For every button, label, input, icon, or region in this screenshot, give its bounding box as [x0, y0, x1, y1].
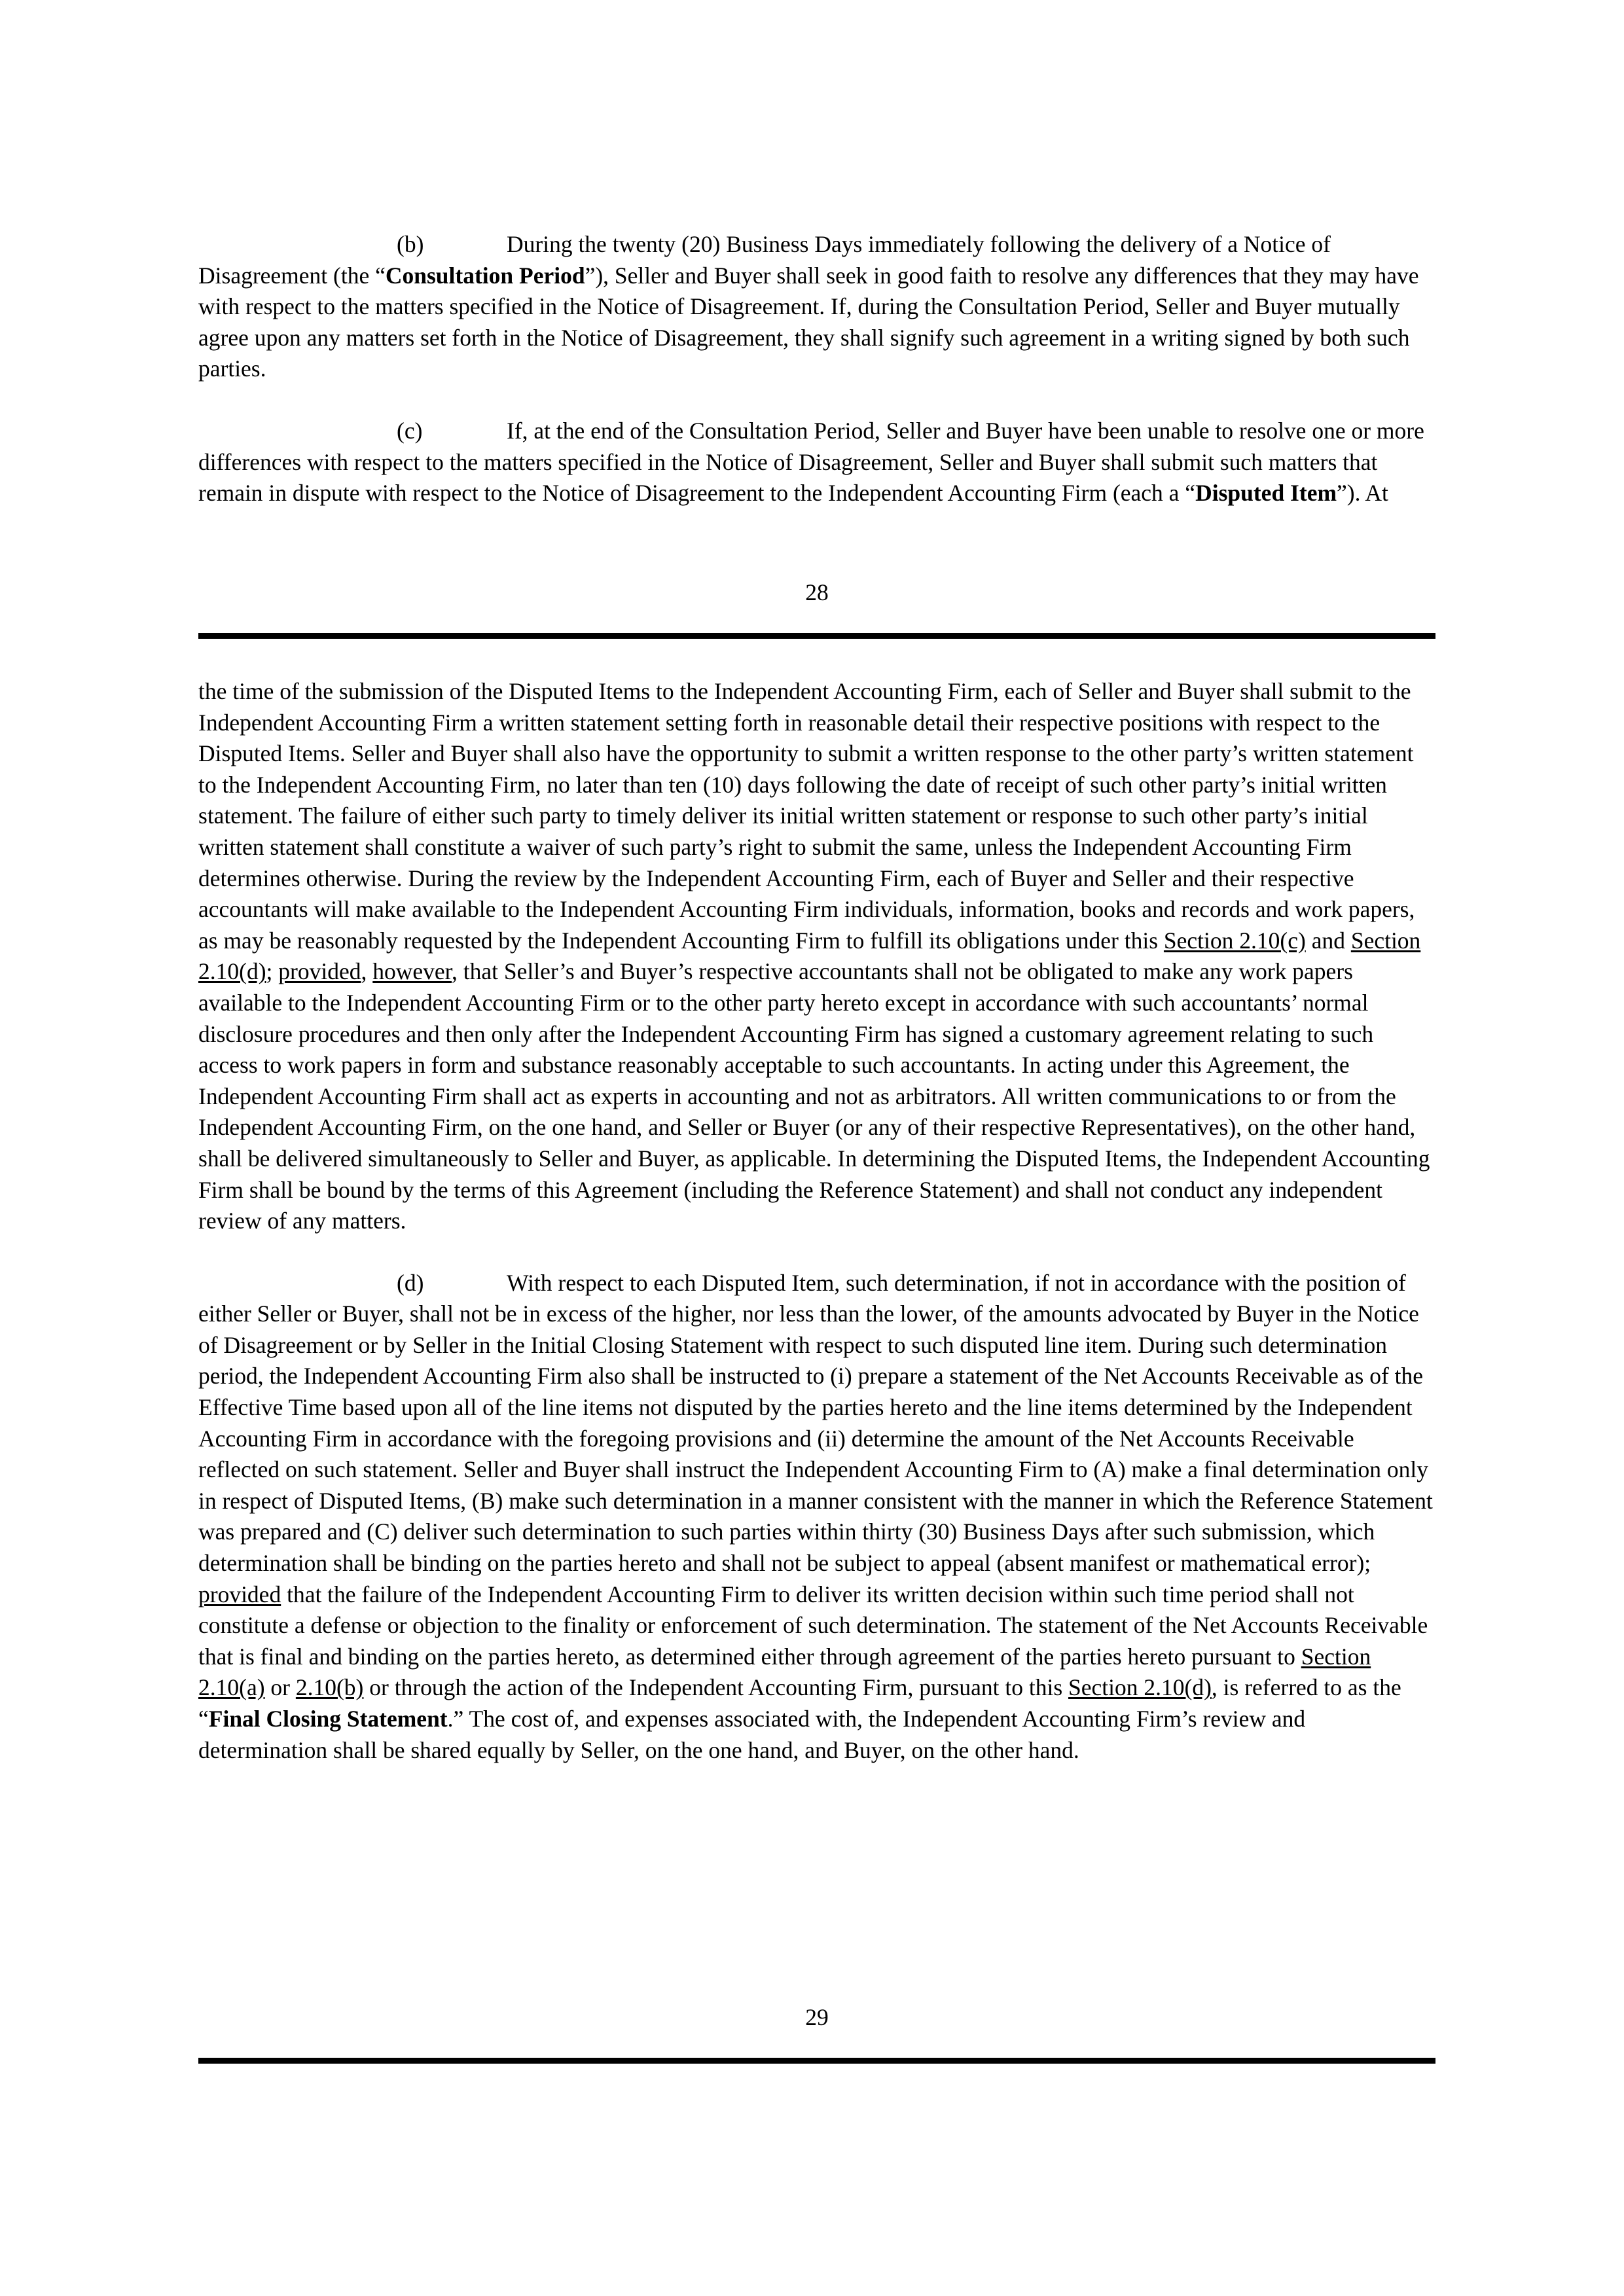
defined-term-consultation-period: Consultation Period: [385, 262, 585, 289]
page-divider-29: [198, 2058, 1435, 2064]
term-provided: provided: [198, 1581, 281, 1607]
paragraph-label-c: (c): [397, 417, 423, 444]
paragraph-c: (c) If, at the end of the Consultation Period, Seller and Buyer have been unable to resolve one or more differences with respect to the matters specified in the Notice of Disagreement, Seller and Buyer shall submit such matters that remain in dispute with respect to the Notice of Disagreement to the Independent Accounting Firm (each a “Disputed Item”). At: [198, 416, 1435, 509]
paragraph-c-continued: the time of the submission of the Disputed Items to the Independent Accounting Firm, each of Seller and Buyer shall submit to the Independent Accounting Firm a written statement setting forth in reasonable detail their respective positions with respect to the Disputed Items. Seller and Buyer shall also have the opportunity to submit a written response to the other party’s written statement to the Independent Accounting Firm, no later than ten (10) days following the date of receipt of such other party’s initial written statement. The failure of either such party to timely deliver its initial written statement or response to such other party’s initial written statement shall constitute a waiver of such party’s right to submit the same, unless the Independent Accounting Firm determines otherwise. During the review by the Independent Accounting Firm, each of Buyer and Seller and their respective accountants will make available to the Independent Accounting Firm individuals, information, books and records and work papers, as may be reasonably requested by the Independent Accounting Firm to fulfill its obligations under this Section 2.10(c) and Section 2.10(d); provided, however, that Seller’s and Buyer’s respective accountants shall not be obligated to make any work papers available to the Independent Accounting Firm or to the other party hereto except in accordance with such accountants’ normal disclosure procedures and then only after the Independent Accounting Firm has signed a customary agreement relating to such access to work papers in form and substance reasonably acceptable to such accountants. In acting under this Agreement, the Independent Accounting Firm shall act as experts in accounting and not as arbitrators. All written communications to or from the Independent Accounting Firm, on the one hand, and Seller or Buyer (or any of their respective Representatives), on the other hand, shall be delivered simultaneously to Seller and Buyer, as applicable. In determining the Disputed Items, the Independent Accounting Firm shall be bound by the terms of this Agreement (including the Reference Statement) and shall not conduct any independent review of any matters.: [198, 678, 1430, 1234]
section-ref-2-10-d[interactable]: Section 2.10(d): [198, 927, 1421, 985]
page-28-content: [198, 229, 1435, 509]
page-number-29: 29: [805, 2004, 829, 2030]
defined-term-disputed-item: Disputed Item: [1195, 480, 1337, 507]
paragraph-b: (b) During the twenty (20) Business Days immediately following the delivery of a Notice of Disagreement (the “Consultation Period”), Seller and Buyer shall seek in good faith to resolve any differences that they may have with respect to the matters specified in the Notice of Disagreement. If, during the Consultation Period, Seller and Buyer mutually agree upon any matters set forth in the Notice of Disagreement, they shall signify such agreement in a writing signed by both such parties.: [198, 229, 1435, 385]
page-number-28: 28: [805, 579, 829, 605]
section-ref-2-10-b[interactable]: 2.10(b): [295, 1674, 364, 1701]
paragraph-label-b: (b): [397, 231, 424, 257]
page-29-content: [198, 676, 1435, 1766]
paragraph-d: (d) With respect to each Disputed Item, such determination, if not in accordance with the position of either Seller or Buyer, shall not be in excess of the higher, nor less than the lower, of the amounts advocated by Buyer in the Notice of Disagreement or by Seller in the Initial Closing Statement with respect to such disputed line item. During such determination period, the Independent Accounting Firm also shall be instructed to (i) prepare a statement of the Net Accounts Receivable as of the Effective Time based upon all of the line items not disputed by the parties hereto and the line items determined by the Independent Accounting Firm in accordance with the foregoing provisions and (ii) determine the amount of the Net Accounts Receivable reflected on such statement. Seller and Buyer shall instruct the Independent Accounting Firm to (A) make a final determination only in respect of Disputed Items, (B) make such determination in a manner consistent with the manner in which the Reference Statement was prepared and (C) deliver such determination to such parties within thirty (30) Business Days after such submission, which determination shall be binding on the parties hereto and shall not be subject to appeal (absent manifest or mathematical error); provided that the failure of the Independent Accounting Firm to deliver its written decision within such time period shall not constitute a defense or objection to the finality or enforcement of such determination. The statement of the Net Accounts Receivable that is final and binding on the parties hereto, as determined either through agreement of the parties hereto pursuant to Section 2.10(a) or 2.10(b) or through the action of the Independent Accounting Firm, pursuant to this Section 2.10(d), is referred to as the “Final Closing Statement.” The cost of, and expenses associated with, the Independent Accounting Firm’s review and determination shall be shared equally by Seller, on the one hand, and Buyer, on the other hand.: [198, 1268, 1435, 1767]
section-ref-2-10-a[interactable]: Section 2.10(a): [198, 1643, 1371, 1701]
paragraph-label-d: (d): [397, 1269, 424, 1296]
page-divider-28: [198, 633, 1435, 639]
defined-term-final-closing-statement: Final Closing Statement: [208, 1706, 448, 1732]
section-ref-2-10-d[interactable]: Section 2.10(d): [1068, 1674, 1212, 1701]
term-provided: provided: [278, 958, 361, 985]
section-ref-2-10-c[interactable]: Section 2.10(c): [1163, 927, 1306, 954]
term-however: however: [372, 958, 452, 985]
